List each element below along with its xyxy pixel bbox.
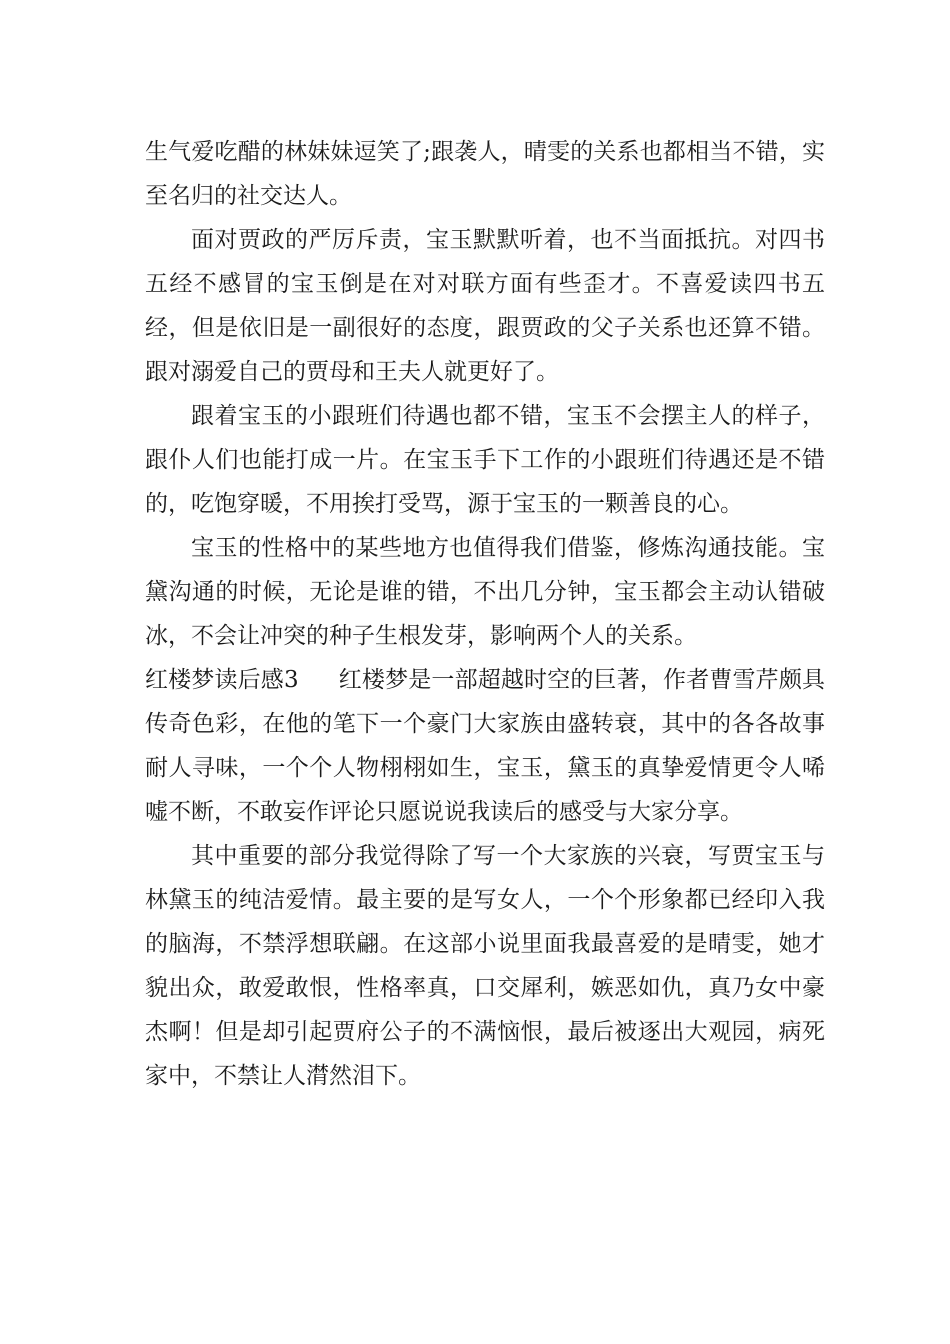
paragraph-6: 其中重要的部分我觉得除了写一个大家族的兴衰，写贾宝玉与林黛玉的纯洁爱情。最主要的是写女人，一个个形象都已经印入我的脑海，不禁浮想联翩。在这部小说里面我最喜爱的是晴雯，她才貌出众，敢爱敢恨，性格率真，口交犀利，嫉恶如仇，真乃女中豪杰啊！但是却引起贾府公子的不满恼恨，最后被逐出大观园，病死家中，不禁让人潸然泪下。 <box>145 843 825 1089</box>
paragraph-3: 跟着宝玉的小跟班们待遇也都不错，宝玉不会摆主人的样子，跟仆人们也能打成一片。在宝玉手下工作的小跟班们待遇还是不错的，吃饱穿暖，不用挨打受骂，源于宝玉的一颗善良的心。 <box>145 403 825 517</box>
document-body <box>145 130 825 1098</box>
paragraph-4: 宝玉的性格中的某些地方也值得我们借鉴，修炼沟通技能。宝黛沟通的时候，无论是谁的错，不出几分钟，宝玉都会主动认错破冰，不会让冲突的种子生根发芽，影响两个人的关系。 <box>145 535 825 649</box>
paragraph-2: 面对贾政的严厉斥责，宝玉默默听着，也不当面抵抗。对四书五经不感冒的宝玉倒是在对对联方面有些歪才。不喜爱读四书五经，但是依旧是一副很好的态度，跟贾政的父子关系也还算不错。跟对溺爱自己的贾母和王夫人就更好了。 <box>145 227 825 385</box>
section-first-paragraph: 红楼梦是一部超越时空的巨著，作者曹雪芹颇具传奇色彩，在他的笔下一个豪门大家族由盛转衰，其中的各各故事耐人寻味，一个个人物栩栩如生，宝玉，黛玉的真挚爱情更令人唏嘘不断，不敢妄作评论只愿说说我读后的感受与大家分享。 <box>145 667 826 825</box>
section-title: 红楼梦读后感3 <box>145 667 299 693</box>
paragraph-1: 生气爱吃醋的林妹妹逗笑了;跟袭人，晴雯的关系也都相当不错，实至名归的社交达人。 <box>145 139 825 209</box>
section-heading-line <box>145 658 825 834</box>
